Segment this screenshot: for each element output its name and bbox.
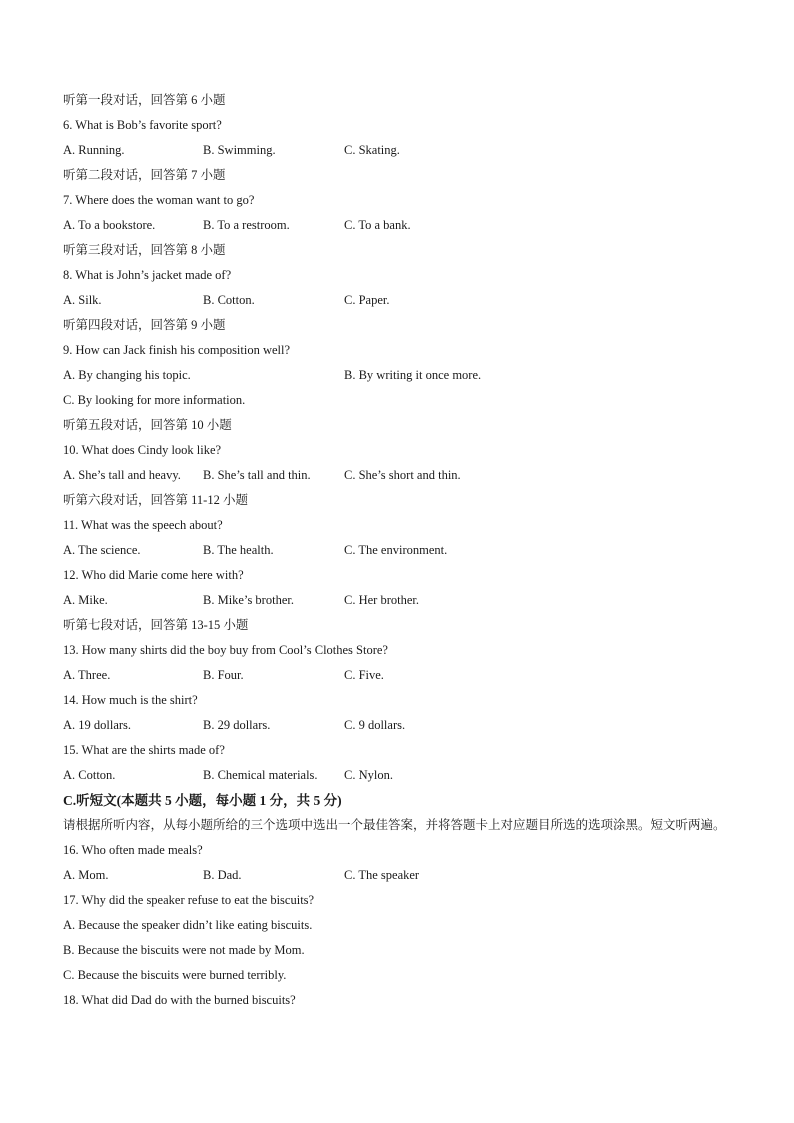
- option-c: C. The speaker: [344, 868, 420, 882]
- question-9-options-row2: [63, 388, 743, 413]
- question-12-options: [63, 588, 743, 613]
- option-b: B. The health.: [203, 543, 274, 557]
- question-13-options: [63, 663, 743, 688]
- question-16-options: [63, 863, 743, 888]
- question-7-options: [63, 213, 743, 238]
- question-10-options: [63, 463, 743, 488]
- question-14-stem: 14. How much is the shirt?: [63, 693, 198, 707]
- question-6-stem: 6. What is Bob’s favorite sport?: [63, 118, 222, 132]
- option-b: B. Mike’s brother.: [203, 593, 294, 607]
- question-11-stem: 11. What was the speech about?: [63, 518, 223, 532]
- section-heading: 听第一段对话，回答第 6 小题: [63, 93, 226, 107]
- question-12-stem: 12. Who did Marie come here with?: [63, 568, 244, 582]
- question-10-stem: 10. What does Cindy look like?: [63, 443, 222, 457]
- option-a: A. Mike.: [63, 593, 108, 607]
- question-15-stem: 15. What are the shirts made of?: [63, 743, 225, 757]
- option-c: C. Her brother.: [344, 593, 419, 607]
- question-7-stem: 7. Where does the woman want to go?: [63, 193, 255, 207]
- section-heading: 听第七段对话，回答第 13-15 小题: [63, 618, 249, 632]
- question-8-stem: 8. What is John’s jacket made of?: [63, 268, 232, 282]
- question-18-stem: 18. What did Dad do with the burned biscuits?: [63, 993, 296, 1007]
- option-c: C. Skating.: [344, 143, 400, 157]
- part-c-instructions: 请根据所听内容，从每小题所给的三个选项中选出一个最佳答案，并将答题卡上对应题目所选的选项涂黑。短文听两遍。: [63, 818, 726, 832]
- section-heading: 听第二段对话，回答第 7 小题: [63, 168, 226, 182]
- option-a: A. The science.: [63, 543, 141, 557]
- question-15-options: [63, 763, 743, 788]
- question-8-options: [63, 288, 743, 313]
- option-b: B. Four.: [203, 668, 244, 682]
- option-c: C. She’s short and thin.: [344, 468, 461, 482]
- option-b: B. To a restroom.: [203, 218, 290, 232]
- option-b: B. By writing it once more.: [344, 368, 482, 382]
- question-14-options: [63, 713, 743, 738]
- question-6-options: [63, 138, 743, 163]
- option-c: C. Paper.: [344, 293, 390, 307]
- option-c: C. The environment.: [344, 543, 448, 557]
- option-b: B. Chemical materials.: [203, 768, 318, 782]
- option-a: A. 19 dollars.: [63, 718, 132, 732]
- option-b: B. Dad.: [203, 868, 242, 882]
- section-heading: 听第五段对话，回答第 10 小题: [63, 418, 232, 432]
- option-c: C. 9 dollars.: [344, 718, 406, 732]
- option-a: A. Running.: [63, 143, 125, 157]
- option-a: A. By changing his topic.: [63, 368, 191, 382]
- option-a: A. Cotton.: [63, 768, 116, 782]
- option-a: A. She’s tall and heavy.: [63, 468, 181, 482]
- option-a: A. Mom.: [63, 868, 109, 882]
- exam-page: [63, 88, 743, 1013]
- option-a: A. To a bookstore.: [63, 218, 156, 232]
- question-9-options-row1: [63, 363, 743, 388]
- question-9-stem: 9. How can Jack finish his composition well?: [63, 343, 291, 357]
- question-13-stem: 13. How many shirts did the boy buy from Cool’s Clothes Store?: [63, 643, 388, 657]
- question-16-stem: 16. Who often made meals?: [63, 843, 203, 857]
- option-a: A. Silk.: [63, 293, 102, 307]
- option-a: A. Because the speaker didn’t like eating biscuits.: [63, 918, 313, 932]
- section-heading: 听第三段对话，回答第 8 小题: [63, 243, 226, 257]
- option-c: C. To a bank.: [344, 218, 411, 232]
- section-heading: 听第四段对话，回答第 9 小题: [63, 318, 226, 332]
- option-b: B. Cotton.: [203, 293, 255, 307]
- option-a: A. Three.: [63, 668, 111, 682]
- part-c-heading: C.听短文(本题共 5 小题，每小题 1 分，共 5 分): [63, 793, 342, 808]
- option-c: C. Because the biscuits were burned terribly.: [63, 968, 287, 982]
- section-heading: 听第六段对话，回答第 11-12 小题: [63, 493, 248, 507]
- question-17-stem: 17. Why did the speaker refuse to eat the biscuits?: [63, 893, 315, 907]
- option-c: C. Nylon.: [344, 768, 393, 782]
- option-c: C. By looking for more information.: [63, 393, 246, 407]
- option-c: C. Five.: [344, 668, 384, 682]
- question-11-options: [63, 538, 743, 563]
- option-b: B. She’s tall and thin.: [203, 468, 311, 482]
- option-b: B. Swimming.: [203, 143, 276, 157]
- option-b: B. Because the biscuits were not made by Mom.: [63, 943, 305, 957]
- option-b: B. 29 dollars.: [203, 718, 271, 732]
